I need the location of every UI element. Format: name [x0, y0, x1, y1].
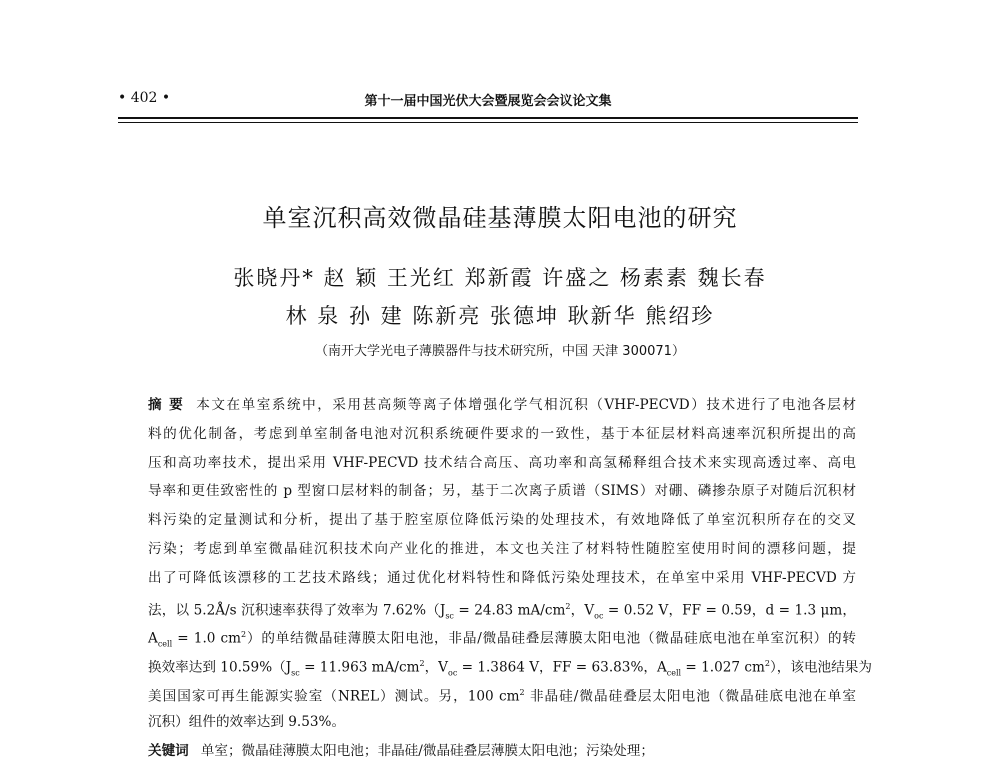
abstract-text-segment: 压和高功率技术，提出采用 VHF-PECVD 技术结合高压、高功率和高氢稀释组合技术来实现高透过率、高电 — [148, 454, 856, 471]
abstract-text-segment: ，V — [424, 659, 448, 676]
paper-title: 单室沉积高效微晶硅基薄膜太阳电池的研究 — [262, 204, 738, 232]
abstract-text-segment: 沉积）组件的效率达到 9.53%。 — [148, 713, 346, 730]
abstract-text-segment: ，V — [570, 602, 595, 619]
abstract-text-segment: sc — [445, 610, 454, 620]
abstract-line — [148, 394, 856, 423]
abstract-text-segment: A — [148, 630, 158, 647]
author-line-1: 张晓丹* 赵 颖 王光红 郑新霞 许盛之 杨素素 魏长春 — [233, 266, 767, 290]
abstract-line — [148, 624, 856, 653]
abstract-text-segment: ），该电池结果为 — [769, 659, 872, 676]
abstract-line — [148, 567, 856, 596]
abstract-line — [148, 711, 856, 740]
abstract-text-segment: = 1.3864 V，FF = 63.83%，A — [457, 659, 667, 676]
page-number: • 402 • — [118, 90, 171, 106]
header-rule-thick — [118, 117, 858, 119]
abstract-text-segment: 非晶硅/微晶硅叠层太阳电池（微晶硅底电池在单室 — [524, 688, 856, 705]
abstract-text-segment: 污染；考虑到单室微晶硅沉积技术向产业化的推进，本文也关注了材料特性随腔室使用时间的漂移问题，提 — [148, 540, 856, 557]
abstract-text-segment: 法，以 5.2Å/s 沉积速率获得了效率为 7.62%（J — [148, 602, 446, 619]
keywords-text: 单室；微晶硅薄膜太阳电池；非晶硅/微晶硅叠层薄膜太阳电池；污染处理； — [200, 742, 654, 759]
abstract-line — [148, 682, 856, 711]
abstract-line — [148, 538, 856, 567]
abstract-line — [148, 596, 856, 625]
abstract-text-segment: 换效率达到 10.59%（J — [148, 659, 292, 676]
author-line-2: 林 泉 孙 建 陈新亮 张德坤 耿新华 熊绍珍 — [285, 304, 715, 328]
abstract-line — [148, 509, 856, 538]
abstract-text-segment: = 1.0 cm — [172, 630, 242, 647]
abstract-text-segment: ）的单结微晶硅薄膜太阳电池，非晶/微晶硅叠层薄膜太阳电池（微晶硅底电池在单室沉积）的转 — [246, 630, 856, 647]
abstract-text-segment: 料污染的定量测试和分析，提出了基于腔室原位降低污染的处理技术，有效地降低了单室沉积所存在的交叉 — [148, 512, 856, 529]
abstract-text-segment: = 1.027 cm — [681, 659, 765, 676]
abstract-text-segment: 2 — [519, 687, 525, 697]
abstract-text-segment: = 11.963 mA/cm — [299, 659, 420, 676]
abstract-line — [148, 480, 856, 509]
abstract-text-segment: oc — [448, 668, 458, 678]
running-header — [118, 90, 858, 110]
abstract-text-segment: 2 — [764, 659, 770, 669]
abstract-label: 摘要 — [148, 397, 191, 413]
abstract-text-segment: 导率和更佳致密性的 p 型窗口层材料的制备；另，基于二次离子质谱（SIMS）对硼、磷掺杂原子对随后沉积材 — [148, 483, 856, 500]
abstract-line — [148, 452, 856, 481]
abstract-text-segment: 美国国家可再生能源实验室（NREL）测试。另，100 cm — [148, 688, 520, 705]
abstract-text-segment: 本文在单室系统中，采用甚高频等离子体增强化学气相沉积（VHF-PECVD）技术进行了电池各层材 — [196, 397, 857, 413]
abstract-line — [148, 423, 856, 452]
abstract-text-segment: 料的优化制备，考虑到单室制备电池对沉积系统硬件要求的一致性，基于本征层材料高速率沉积所提出的高 — [148, 425, 856, 442]
conference-title: 第十一届中国光伏大会暨展览会会议论文集 — [364, 94, 612, 109]
keywords — [148, 740, 856, 768]
abstract-text-segment: 2 — [241, 630, 247, 640]
abstract-text-segment: = 24.83 mA/cm — [453, 602, 566, 619]
abstract-text-segment: = 0.52 V，FF = 0.59，d = 1.3 μm， — [603, 602, 856, 619]
abstract-text-segment: 出了可降低该漂移的工艺技术路线；通过优化材料特性和降低污染处理技术，在单室中采用 VHF-PECVD 方 — [148, 569, 856, 586]
affiliation: （南开大学光电子薄膜器件与技术研究所，中国 天津 300071） — [315, 344, 685, 359]
header-rule-thin — [118, 122, 858, 123]
abstract — [148, 394, 872, 768]
abstract-text-segment: cell — [666, 668, 682, 678]
abstract-text-segment: cell — [157, 639, 173, 649]
keywords-label: 关键词 — [148, 742, 189, 759]
abstract-text-segment: sc — [291, 668, 300, 678]
abstract-text-segment: 2 — [565, 601, 571, 611]
abstract-text-segment: 2 — [419, 659, 425, 669]
abstract-line — [148, 653, 872, 682]
abstract-text-segment: oc — [594, 610, 604, 620]
